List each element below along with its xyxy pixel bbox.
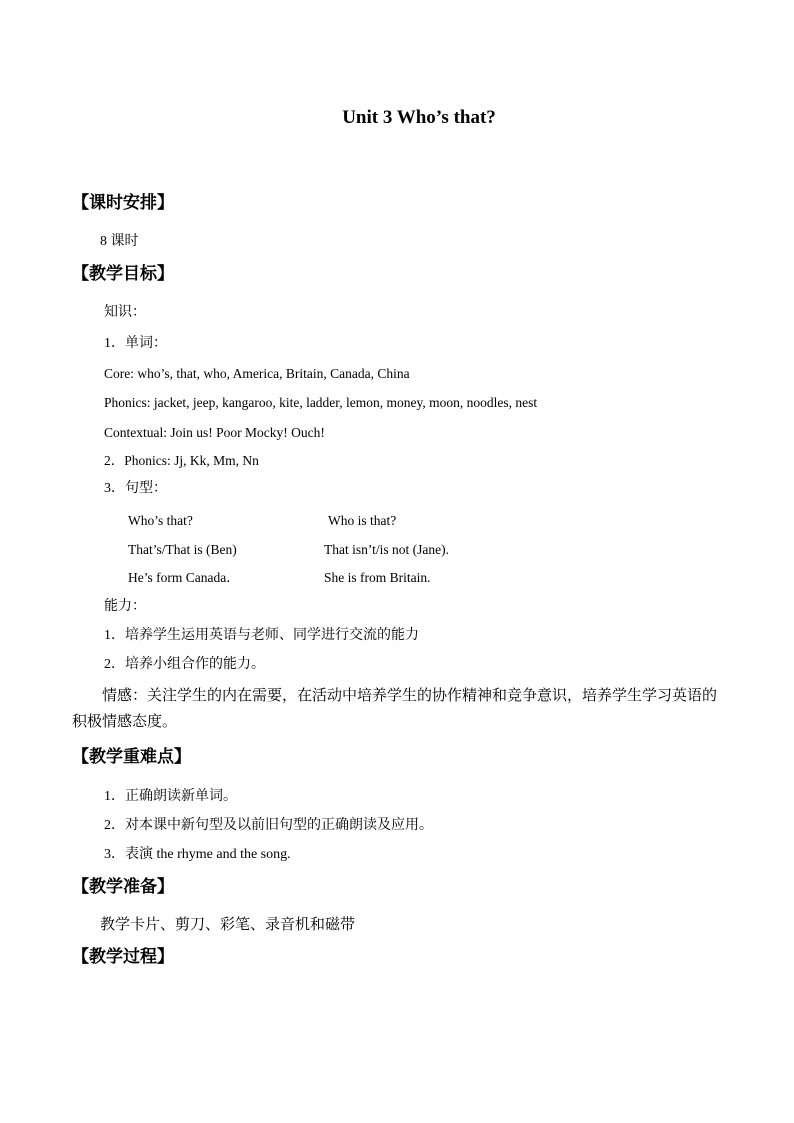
core-words: Core: who’s, that, who, America, Britain, Canada, China: [104, 366, 410, 381]
pattern-right: Who is that?: [328, 513, 397, 528]
vocabulary-label: 1．单词：: [104, 336, 167, 351]
heading-preparation: 【教学准备】: [72, 877, 174, 896]
phonics-words: Phonics: jacket, jeep, kangaroo, kite, ladder, lemon, money, moon, noodles, nest: [104, 395, 538, 410]
pattern-right: That isn’t/is not (Jane).: [324, 542, 449, 557]
preparation-materials: 教学卡片、剪刀、彩笔、录音机和磁带: [100, 917, 356, 933]
pattern-right: She is from Britain.: [324, 570, 431, 585]
pattern-left: He’s form Canada．: [128, 570, 240, 585]
sentence-patterns-label: 3．句型：: [104, 481, 167, 496]
heading-objectives: 【教学目标】: [72, 264, 174, 283]
key-point-1: 1．正确朗读新单词。: [104, 789, 237, 804]
phonics-letters: 2．Phonics: Jj, Kk, Mm, Nn: [104, 453, 259, 468]
knowledge-label: 知识：: [104, 305, 146, 320]
ability-label: 能力：: [104, 599, 146, 614]
pattern-left: That’s/That is (Ben): [128, 542, 237, 557]
key-point-3: 3．表演 the rhyme and the song.: [104, 847, 291, 862]
pattern-left: Who’s that?: [128, 513, 193, 528]
heading-schedule: 【课时安排】: [72, 193, 174, 212]
heading-process: 【教学过程】: [72, 947, 174, 966]
ability-item-2: 2．培养小组合作的能力。: [104, 657, 265, 672]
contextual-words: Contextual: Join us! Poor Mocky! Ouch!: [104, 425, 325, 440]
emotion-paragraph: 情感：关注学生的内在需要，在活动中培养学生的协作精神和竞争意识，培养学生学习英语的积极情感态度。: [72, 688, 718, 730]
ability-item-1: 1．培养学生运用英语与老师、同学进行交流的能力: [104, 628, 419, 643]
heading-key-points: 【教学重难点】: [72, 747, 191, 766]
schedule-value: 8 课时: [100, 234, 139, 249]
key-point-2: 2．对本课中新句型及以前旧句型的正确朗读及应用。: [104, 818, 433, 833]
document-title: Unit 3 Who’s that?: [342, 107, 496, 128]
